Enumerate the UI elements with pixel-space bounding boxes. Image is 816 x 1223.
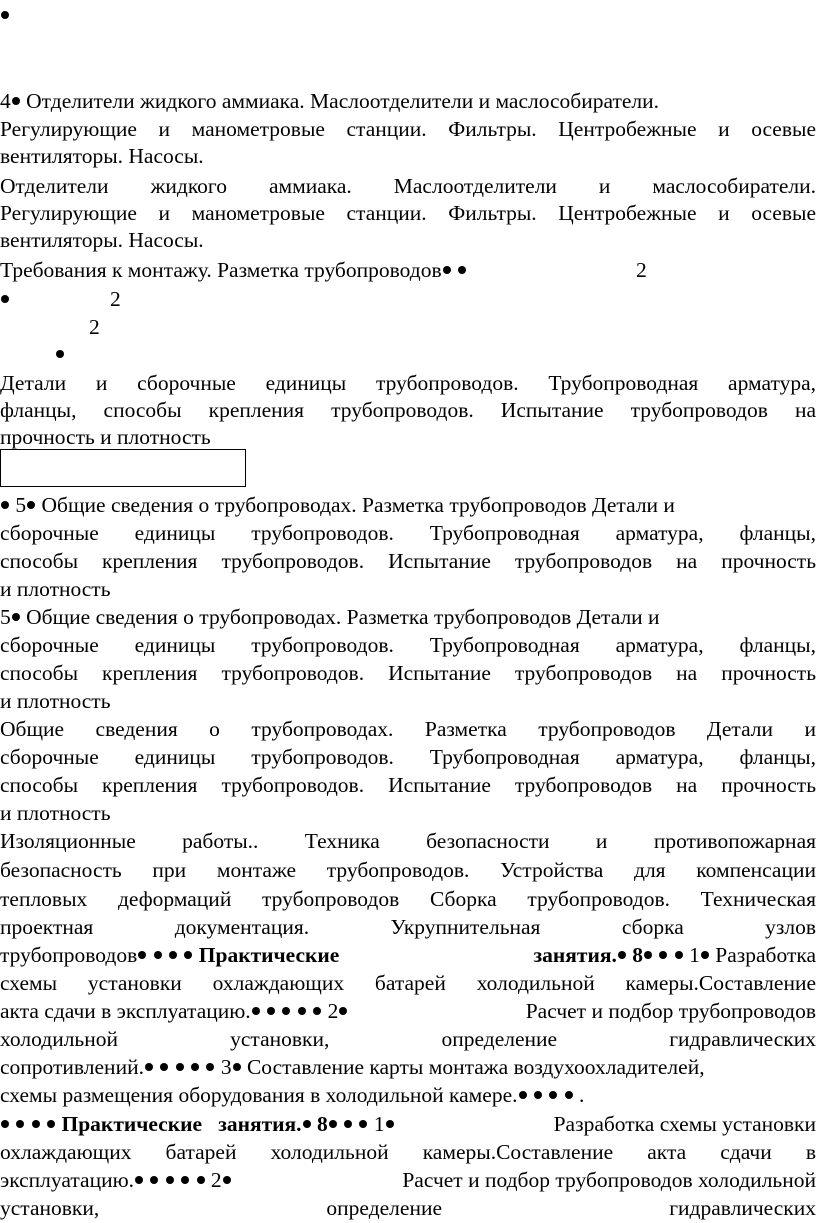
- bullet-icon: [1, 295, 9, 303]
- mount-line: [0, 257, 816, 283]
- text: Требования к монтажу. Разметка трубопроводов: [0, 258, 442, 282]
- bullet-icon: [386, 1120, 394, 1128]
- bullet-icon: [252, 1007, 260, 1015]
- bullet-icon: [47, 1120, 55, 1128]
- block4-line1: [0, 88, 816, 114]
- bullet-icon: [32, 1120, 40, 1128]
- mount-hours-1: 2: [636, 258, 647, 282]
- block5c-line3: способы крепления трубопроводов. Испытание трубопроводов на прочность: [0, 773, 816, 797]
- bold-text: Практические: [61, 1112, 203, 1136]
- practice-line4: установки, определение гидравлических: [0, 1196, 816, 1220]
- text: .: [579, 1083, 585, 1107]
- bullet-icon: [565, 1091, 573, 1099]
- text: Разработка схемы установки: [553, 1112, 816, 1136]
- segment: [0, 1167, 232, 1193]
- empty-cell-frame: [0, 449, 246, 487]
- practice-line2: охлаждающих батарей холодильной камеры.Составление акта сдачи в: [0, 1140, 816, 1164]
- block5b-line4: и плотность: [0, 689, 111, 713]
- mount-bullet: [55, 341, 85, 367]
- bullet-icon: [181, 1176, 189, 1184]
- bullet-icon: [197, 1176, 205, 1184]
- text: сопротивлений.: [0, 1055, 144, 1079]
- number: 3: [220, 1055, 232, 1079]
- bullet-icon: [644, 951, 652, 959]
- block5a-line1: [0, 492, 816, 518]
- parts-line2: фланцы, способы крепления трубопроводов. Испытание трубопроводов на: [0, 398, 816, 422]
- text: эксплуатацию.: [0, 1168, 135, 1192]
- bullet-icon: [1, 11, 9, 19]
- block5a-line4: и плотность: [0, 577, 111, 601]
- segment: [534, 942, 816, 968]
- bullet-icon: [618, 951, 626, 959]
- number: 2: [210, 1168, 222, 1192]
- bullet-icon: [443, 266, 451, 274]
- row-number: 5: [15, 493, 27, 517]
- block5a-line2: сборочные единицы трубопроводов. Трубопроводная арматура, фланцы,: [0, 521, 816, 545]
- block4-line3: вентиляторы. Насосы.: [0, 144, 204, 168]
- bullet-icon: [267, 1007, 275, 1015]
- bullet-icon: [145, 1063, 153, 1071]
- bold-text: Практические: [198, 943, 340, 967]
- bullet-icon: [169, 951, 177, 959]
- block4b-line3: вентиляторы. Насосы.: [0, 228, 204, 252]
- text: схемы размещения оборудования в холодильной камере.: [0, 1083, 518, 1107]
- bullet-icon: [701, 951, 709, 959]
- insul-line4: проектная документация. Укрупнительная сборка узлов: [0, 915, 816, 939]
- block5b-line1: [0, 604, 816, 630]
- text: акта сдачи в эксплуатацию.: [0, 999, 251, 1023]
- segment: [0, 998, 348, 1024]
- bullet-icon: [206, 1063, 214, 1071]
- bullet-icon: [329, 1120, 337, 1128]
- bullet-icon: [1, 501, 9, 509]
- bullet-icon: [135, 1176, 143, 1184]
- block5c-line2: сборочные единицы трубопроводов. Трубопроводная арматура, фланцы,: [0, 745, 816, 769]
- bullet-icon: [458, 266, 466, 274]
- insul-line6: схемы установки охлаждающих батарей холодильной камеры.Составление: [0, 971, 816, 995]
- bullet-icon: [27, 501, 35, 509]
- bullet-icon: [154, 951, 162, 959]
- insul-line3: тепловых деформаций трубопроводов Сборка трубопроводов. Техническая: [0, 887, 816, 911]
- bullet-icon: [191, 1063, 199, 1071]
- bullet-icon: [339, 1007, 347, 1015]
- parts-line3: прочность и плотность: [0, 425, 211, 449]
- mount-hours-2: 2: [110, 287, 121, 311]
- insul-line9: [0, 1054, 816, 1080]
- bold-text: занятия.: [533, 943, 617, 967]
- bullet-icon: [298, 1007, 306, 1015]
- segment: [0, 1111, 395, 1137]
- insul-line5: [0, 942, 816, 968]
- bullet-icon: [313, 1007, 321, 1015]
- text: Общие сведения о трубопроводах. Разметка трубопроводов Детали и: [26, 605, 660, 629]
- bullet-icon: [282, 1007, 290, 1015]
- bullet-icon: [16, 1120, 24, 1128]
- text: Отделители жидкого аммиака. Маслоотделители и маслособиратели.: [26, 89, 660, 113]
- bullet-icon: [534, 1091, 542, 1099]
- bullet-icon: [519, 1091, 527, 1099]
- bold-number: 8: [316, 1112, 328, 1136]
- block5c-line4: и плотность: [0, 801, 111, 825]
- block5c-line1: Общие сведения о трубопроводах. Разметка трубопроводов Детали и: [0, 717, 816, 741]
- text: трубопроводов: [0, 943, 138, 967]
- bullet-icon: [150, 1176, 158, 1184]
- bold-text: занятия.: [218, 1112, 302, 1136]
- segment: [0, 942, 339, 968]
- text: Расчет и подбор трубопроводов холодильной: [402, 1168, 816, 1192]
- bullet-icon: [184, 951, 192, 959]
- insul-line8: холодильной установки, определение гидравлических: [0, 1027, 816, 1051]
- bullet-icon: [1, 1120, 9, 1128]
- number: 2: [327, 999, 339, 1023]
- block5b-line3: способы крепления трубопроводов. Испытание трубопроводов на прочность: [0, 661, 816, 685]
- bullet-icon: [344, 1120, 352, 1128]
- insul-line2: безопасность при монтаже трубопроводов. Устройства для компенсации: [0, 858, 816, 882]
- row-number: 4: [0, 89, 11, 113]
- bullet-icon: [223, 1176, 231, 1184]
- bullet-icon: [138, 951, 146, 959]
- bullet-icon: [12, 613, 20, 621]
- insul-line10: [0, 1082, 816, 1108]
- bullet-icon: [549, 1091, 557, 1099]
- text: Разработка: [715, 943, 816, 967]
- practice-line3: [0, 1167, 816, 1193]
- bullet-icon: [659, 951, 667, 959]
- bullet-icon: [176, 1063, 184, 1071]
- bullet-icon: [675, 951, 683, 959]
- top-bullet-line: [0, 2, 816, 28]
- insul-line1: Изоляционные работы.. Техника безопасности и противопожарная: [0, 829, 816, 853]
- mount-hours-3: 2: [89, 315, 100, 339]
- number: 1: [373, 1112, 385, 1136]
- number: 1: [689, 943, 700, 967]
- bold-number: 8: [632, 943, 643, 967]
- insul-line7: [0, 998, 816, 1024]
- bullet-icon: [166, 1176, 174, 1184]
- bullet-icon: [359, 1120, 367, 1128]
- text: Расчет и подбор трубопроводов: [525, 999, 816, 1023]
- block5b-line2: сборочные единицы трубопроводов. Трубопроводная арматура, фланцы,: [0, 633, 816, 657]
- block5a-line3: способы крепления трубопроводов. Испытание трубопроводов на прочность: [0, 549, 816, 573]
- text: Составление карты монтажа воздухоохладителей,: [246, 1055, 705, 1079]
- bullet-icon: [303, 1120, 311, 1128]
- practice-line1: [0, 1111, 816, 1137]
- bullet-icon: [233, 1063, 241, 1071]
- bullet-icon: [56, 350, 64, 358]
- block4-line2: Регулирующие и манометровые станции. Фильтры. Центробежные и осевые: [0, 117, 816, 141]
- text: Общие сведения о трубопроводах. Разметка трубопроводов Детали и: [41, 493, 675, 517]
- bullet-icon: [160, 1063, 168, 1071]
- row-number: 5: [0, 605, 11, 629]
- bullet-icon: [12, 97, 20, 105]
- parts-line1: Детали и сборочные единицы трубопроводов. Трубопроводная арматура,: [0, 371, 816, 395]
- block4b-line2: Регулирующие и манометровые станции. Фильтры. Центробежные и осевые: [0, 201, 816, 225]
- block4b-line1: Отделители жидкого аммиака. Маслоотделители и маслособиратели.: [0, 174, 816, 198]
